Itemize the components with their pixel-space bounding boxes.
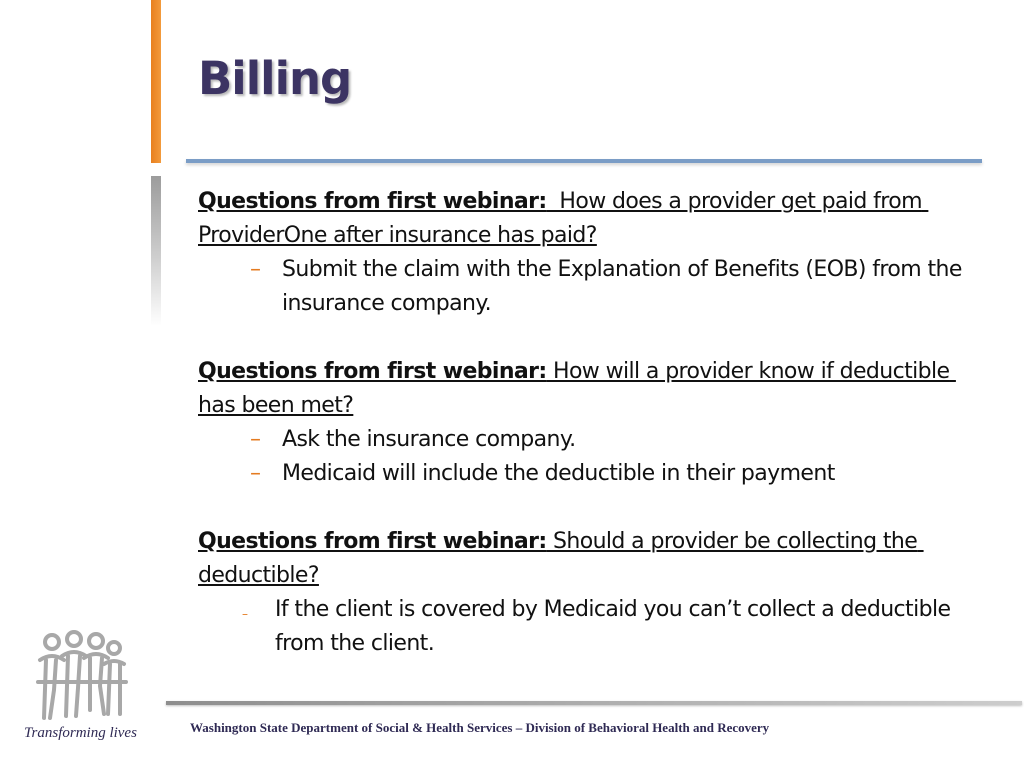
- list-item: [198, 457, 978, 491]
- question-text: How will a provider know if deductible has been met?: [198, 359, 956, 418]
- title-divider: [186, 159, 982, 163]
- bullet-text: Medicaid will include the deductible in their payment: [282, 461, 835, 486]
- question-text: How does a provider get paid from ProviderOne after insurance has paid?: [198, 189, 929, 248]
- bullet-dash: –: [242, 607, 248, 621]
- question-text: Should a provider be collecting the deductible?: [198, 529, 924, 588]
- bullet-text: Ask the insurance company.: [282, 427, 576, 452]
- bullet-text: If the client is covered by Medicaid you can’t collect a deductible from the client.: [275, 597, 951, 656]
- bullet-dash: –: [250, 427, 261, 452]
- bullet-dash: –: [250, 257, 261, 282]
- question-block-2: [198, 355, 978, 491]
- answer-list: [198, 253, 978, 321]
- bullet-text: Submit the claim with the Explanation of Benefits (EOB) from the insurance company.: [282, 257, 962, 316]
- list-item: [198, 423, 978, 457]
- answer-list: [198, 593, 978, 661]
- question-lead: Questions from first webinar:: [198, 189, 547, 214]
- footer-divider: [166, 701, 1022, 705]
- question-lead: Questions from first webinar:: [198, 529, 547, 554]
- logo-tagline: Transforming lives: [24, 725, 137, 741]
- list-item: [198, 253, 978, 321]
- slide-content: [198, 185, 978, 695]
- accent-bar-gray: [151, 176, 161, 326]
- question-block-1: [198, 185, 978, 321]
- question-lead: Questions from first webinar:: [198, 359, 547, 384]
- accent-bar-orange: [151, 0, 161, 163]
- question-2: [198, 355, 978, 423]
- answer-list: [198, 423, 978, 491]
- question-3: [198, 525, 978, 593]
- question-block-3: [198, 525, 978, 661]
- dshs-people-logo-icon: [30, 630, 130, 725]
- question-1: [198, 185, 978, 253]
- list-item: [198, 593, 978, 661]
- slide-title: Billing: [198, 52, 352, 105]
- footer-organization: Washington State Department of Social & Health Services – Division of Behavioral Health and Recovery: [190, 720, 770, 735]
- bullet-dash: –: [250, 461, 261, 486]
